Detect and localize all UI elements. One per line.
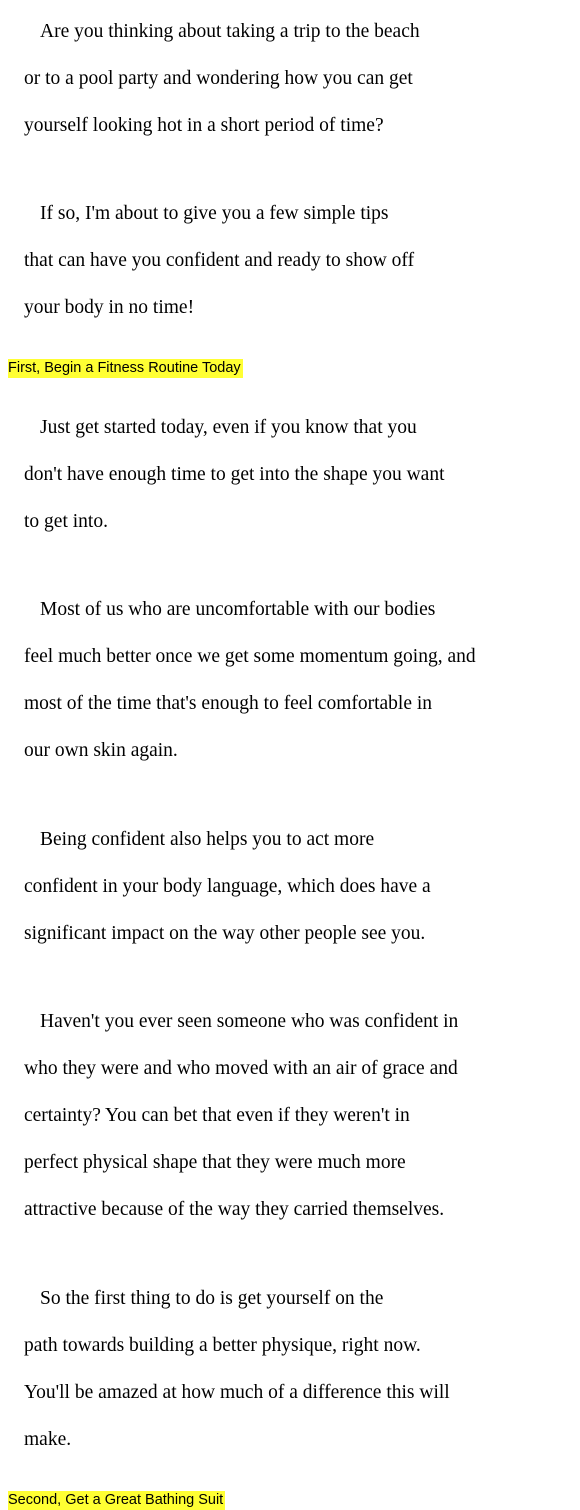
paragraph-line: most of the time that's enough to feel comfortable in	[24, 693, 433, 714]
heading-wrapper	[8, 359, 574, 378]
paragraph-5	[8, 804, 574, 969]
paragraph-3	[8, 392, 574, 557]
fitness-section	[8, 392, 574, 1475]
paragraph-line: Are you thinking about taking a trip to the beach	[40, 20, 420, 42]
paragraph-line: to get into.	[24, 510, 108, 532]
paragraph-line: You'll be amazed at how much of a difference this will	[24, 1381, 450, 1403]
paragraph-line: your body in no time!	[24, 297, 195, 318]
paragraph-line: If so, I'm about to give you a few simple tips	[40, 203, 389, 224]
paragraph-2	[8, 179, 574, 344]
paragraph-1	[8, 0, 574, 161]
paragraph-line: Haven't you ever seen someone who was confident in	[40, 1011, 459, 1032]
paragraph-line: or to a pool party and wondering how you can get	[24, 67, 413, 89]
paragraph-7	[8, 1263, 574, 1475]
paragraph-line: certainty? You can bet that even if they weren't in	[24, 1105, 410, 1126]
paragraph-line: path towards building a better physique, right now.	[24, 1334, 421, 1356]
paragraph-4	[8, 575, 574, 787]
paragraph-line: yourself looking hot in a short period of time?	[24, 114, 384, 136]
paragraph-line: don't have enough time to get into the shape you want	[24, 463, 445, 485]
paragraph-line: who they were and who moved with an air of grace and	[24, 1058, 458, 1079]
paragraph-6	[8, 987, 574, 1246]
paragraph-line: So the first thing to do is get yourself on the	[40, 1287, 384, 1309]
paragraph-line: perfect physical shape that they were much more	[24, 1152, 406, 1173]
paragraph-line: significant impact on the way other people see you.	[24, 922, 426, 944]
paragraph-line: make.	[24, 1428, 72, 1450]
section-heading-fitness: First, Begin a Fitness Routine Today	[8, 360, 241, 376]
heading-wrapper	[8, 1491, 574, 1510]
paragraph-line: confident in your body language, which does have a	[24, 875, 431, 897]
section-heading-bathing-suit: Second, Get a Great Bathing Suit	[8, 1491, 224, 1508]
article-page	[8, 0, 574, 1510]
paragraph-line: Just get started today, even if you know that you	[40, 416, 417, 438]
paragraph-line: Most of us who are uncomfortable with our bodies	[40, 599, 436, 620]
intro-section	[8, 0, 574, 343]
paragraph-line: our own skin again.	[24, 740, 178, 761]
paragraph-line: attractive because of the way they carried themselves.	[24, 1199, 445, 1220]
paragraph-line: that can have you confident and ready to show off	[24, 250, 415, 271]
paragraph-line: feel much better once we get some momentum going, and	[24, 646, 476, 667]
paragraph-line: Being confident also helps you to act more	[40, 828, 375, 850]
